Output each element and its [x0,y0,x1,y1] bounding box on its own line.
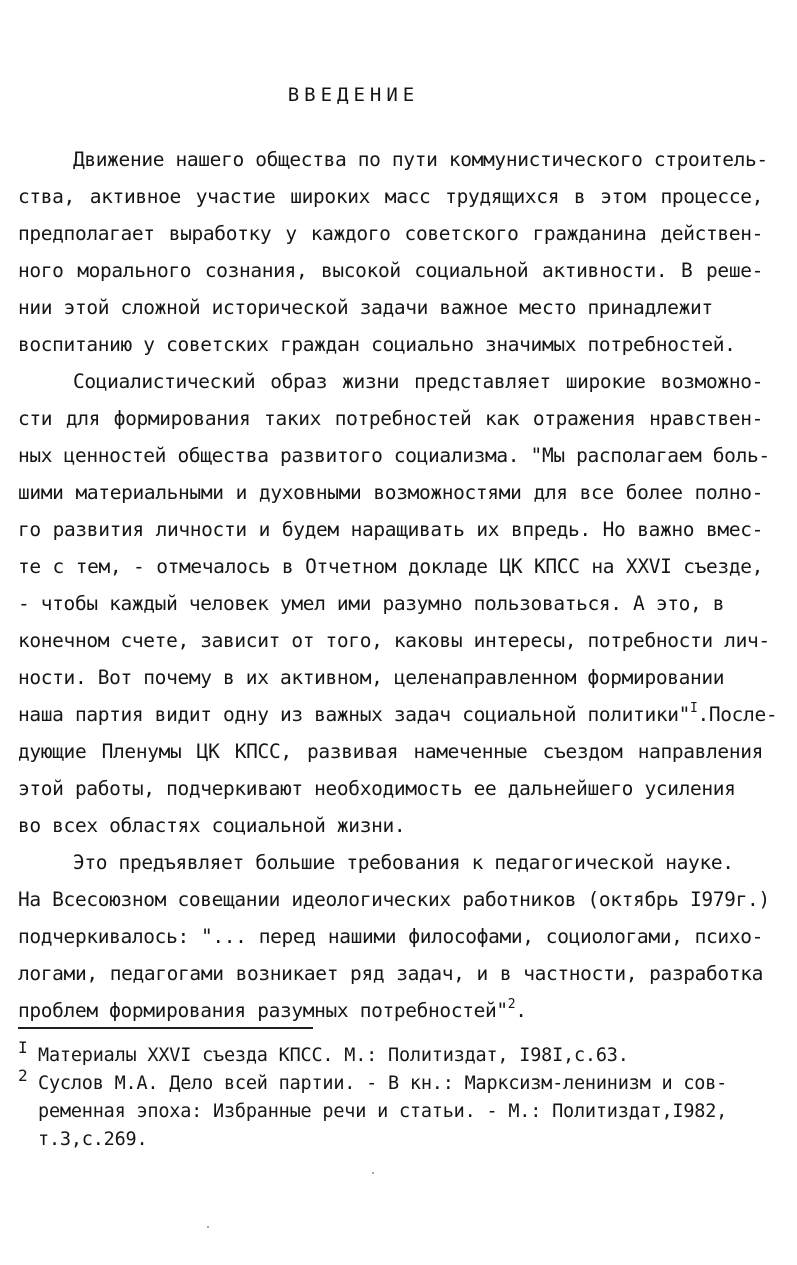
footnote-1-text: Материалы ХХVI съезда КПСС. М.: Политиздат, I98I,с.63. [38,1045,629,1066]
body-line: этой работы, подчеркивают необходимость ее дальнейшего усиления [18,777,736,800]
body-text: проблем формирования разумных потребностей" [18,999,508,1022]
footnote-mark-2: 2 [18,1066,28,1085]
body-line: дующие Пленумы ЦК КПСС, развивая намеченные съездом направления [18,740,763,763]
footnote-ref-1: I [690,701,698,716]
body-text: .После- [697,703,778,726]
body-line: логами, педагогами возникает ряд задач, и в частности, разработка [18,962,763,985]
body-line: те с тем, - отмечалось в Отчетном докладе ЦК КПСС на ХХVI съезде, [18,555,763,578]
body-line-with-footnote-ref [18,703,778,729]
scan-speck [372,1172,374,1174]
body-line: Социалистический образ жизни представляет широкие возможно- [73,370,763,393]
body-line: сти для формирования таких потребностей как отражения нравствен- [18,407,763,430]
body-line: ства, активное участие широких масс трудящихся в этом процессе, [18,185,763,208]
body-line: воспитанию у советских граждан социально значимых потребностей. [18,333,736,356]
body-line: во всех областях социальной жизни. [18,814,406,837]
footnote-2-text: ременная эпоха: Избранные речи и статьи. - М.: Политиздат,I982, [38,1101,728,1122]
scan-speck [207,1226,209,1228]
body-line: шими материальными и духовными возможностями для все более полно- [18,481,763,504]
body-line: ного морального сознания, высокой социальной активности. В реше- [18,259,763,282]
footnote-mark-1: I [18,1038,28,1057]
body-line: - чтобы каждый человек умел ими разумно пользоваться. А это, в [18,592,725,615]
body-line: го развития личности и будем наращивать их впредь. Но важно вмес- [18,518,763,541]
body-line: Это предъявляет большие требования к педагогической науке. [73,851,734,874]
body-text: . [515,999,527,1022]
body-line: На Всесоюзном совещании идеологических работников (октябрь I979г.) [18,888,770,911]
page-title: ВВЕДЕНИЕ [287,84,420,106]
body-line: нии этой сложной исторической задачи важное место принадлежит [18,296,713,319]
body-line: подчеркивалось: "... перед нашими философами, социологами, психо- [18,925,763,948]
footnote-separator [18,1027,313,1029]
body-line: предполагает выработку у каждого советского гражданина действен- [18,222,763,245]
footnote-2-text: Суслов М.А. Дело всей партии. - В кн.: Марксизм-ленинизм и сов- [38,1073,728,1094]
body-line: ных ценностей общества развитого социализма. "Мы располагаем боль- [18,444,770,467]
body-text: наша партия видит одну из важных задач социальной политики" [18,703,691,726]
body-line: конечном счете, зависит от того, каковы интересы, потребности лич- [18,629,770,652]
body-line: Движение нашего общества по пути коммунистического строитель- [73,148,768,171]
body-line-with-footnote-ref [18,999,778,1025]
footnote-2-text: т.3,с.269. [38,1129,148,1150]
footnote-ref-2: 2 [507,997,516,1012]
body-line: ности. Вот почему в их активном, целенаправленном формировании [18,666,725,689]
